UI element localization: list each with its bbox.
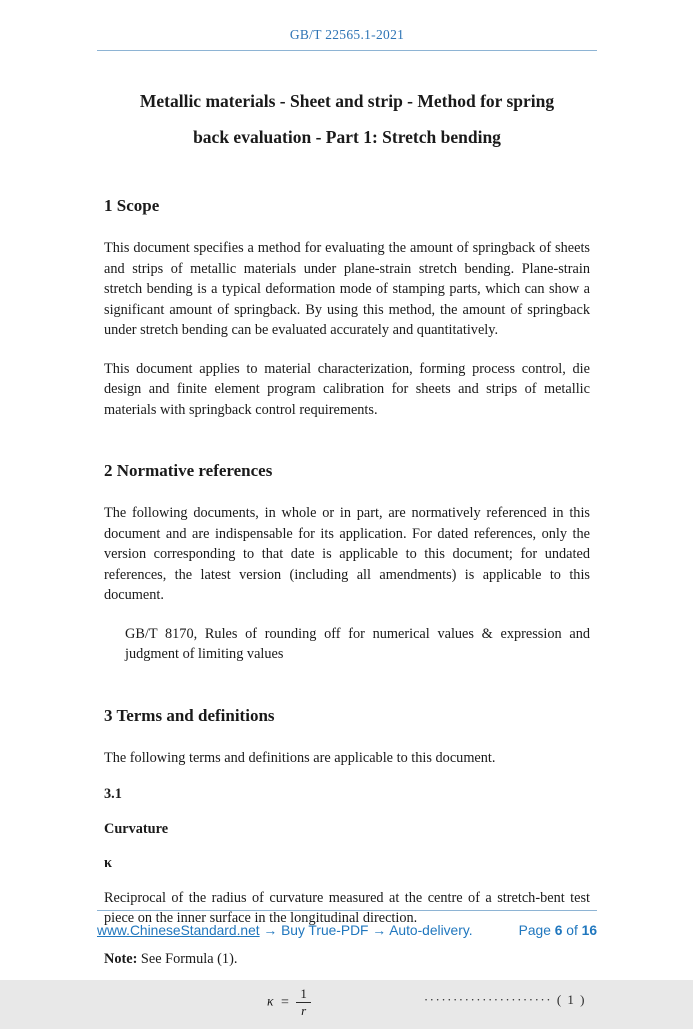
- document-title-line1: Metallic materials - Sheet and strip - Method for spring: [139, 91, 555, 111]
- formula-equals: =: [280, 994, 289, 1010]
- footer-arrow-2: →: [372, 923, 387, 938]
- note-text: See Formula (1).: [140, 950, 238, 967]
- term-note: [104, 949, 590, 970]
- term-symbol: κ: [104, 855, 112, 871]
- formula-denominator: r: [301, 1003, 307, 1018]
- footer-arrow-1: →: [263, 923, 278, 938]
- header-divider: [97, 50, 597, 51]
- document-title-line2: back evaluation - Part 1: Stretch bending: [193, 127, 501, 147]
- page-current: 6: [554, 923, 563, 938]
- normative-paragraph: The following documents, in whole or in part, are normatively referenced in this document and are indispensable for its application. For dated references, only the version corresponding to that date is applicable to this document; for undated references, the latest version (including all amendments) is applicable to this document.: [104, 505, 590, 603]
- term-definition: Reciprocal of the radius of curvature measured at the centre of a stretch-bent test piece on the inner surface in the longitudinal direction.: [104, 889, 590, 926]
- footer-url-link[interactable]: www.ChineseStandard.net: [97, 923, 260, 938]
- footer-action-delivery: Auto-delivery.: [389, 923, 473, 938]
- scope-paragraph-1: This document specifies a method for evaluating the amount of springback of sheets and strips of metallic materials under plane-strain stretch bending. Plane-strain stretch bending is a typical deformation mode of stamping parts, which can show a significant amount of springback. By using this method, the amount of springback under stretch bending can be evaluated accurately and quantitatively.: [104, 240, 590, 338]
- section-heading-terms: 3 Terms and definitions: [104, 705, 275, 725]
- normative-reference-item: GB/T 8170, Rules of rounding off for numerical values & expression and judgment of limiting values: [125, 625, 590, 662]
- scope-paragraph-2: This document applies to material characterization, forming process control, die design and finite element program calibration for sheets and strips of metallic materials with springback control requirements.: [104, 360, 590, 418]
- term-name: Curvature: [104, 820, 169, 837]
- footer-branding: [97, 923, 473, 938]
- formula-1: [104, 983, 590, 1029]
- footer-action-buy: Buy True-PDF: [281, 923, 369, 938]
- section-heading-normative-references: 2 Normative references: [104, 461, 273, 480]
- leader-dots: ······················: [423, 992, 553, 1007]
- note-label: Note:: [104, 950, 138, 967]
- page-total: 16: [581, 923, 597, 938]
- page-of-label: of: [566, 923, 578, 938]
- formula-kappa: κ: [267, 993, 274, 1009]
- page-content: [104, 0, 590, 1029]
- term-number: 3.1: [104, 786, 122, 802]
- section-heading-scope: 1 Scope: [104, 196, 160, 215]
- page-header-doc-number: GB/T 22565.1-2021: [289, 27, 405, 42]
- page-footer: [97, 910, 597, 938]
- footer-page-indicator: [519, 923, 597, 938]
- formula-expression: [267, 987, 311, 1018]
- document-title: [104, 83, 590, 155]
- formula-numerator: 1: [296, 987, 311, 1003]
- formula-leader-dots: [424, 992, 586, 1008]
- terms-intro: The following terms and definitions are applicable to this document.: [104, 749, 496, 766]
- formula-number: ( 1 ): [556, 992, 586, 1007]
- page-label: Page: [518, 923, 551, 938]
- formula-fraction: [296, 987, 311, 1018]
